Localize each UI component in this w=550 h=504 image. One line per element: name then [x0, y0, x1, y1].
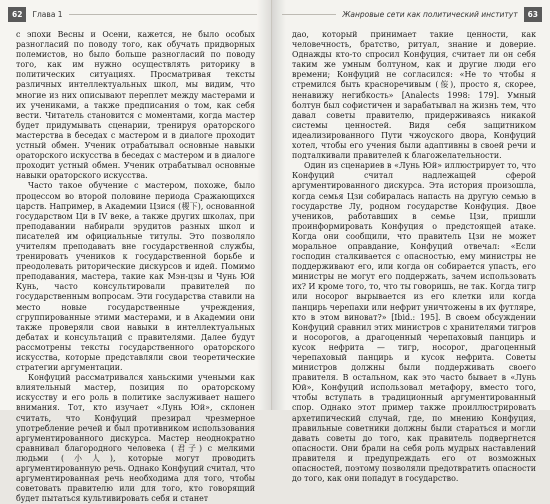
right-page — [272, 0, 550, 484]
paragraph: с эпохи Весны и Осени, кажется, не было особых разногласий по поводу того, как обучать придворных полемистов, но было больше разногласий по поводу того, как им нужно осуществлять риторику в политических ситуациях. Просматривая тексты различных интеллектуальных школ, мы видим, что многие из них описывают переплет между мастерами и их учениками, а также предписания о том, как себя вести. Читатель становится с моментами, когда мастер будет придумывать сценарии, тренируя ораторского мастерства в беседах с мастером и в диалоге проходит устный обмен. Ученик отрабатывал основные навыки ораторского искусства в беседах с мастером и в диалоге проходит устный обмен. Ученик отрабатывал основные навыки ораторского искусства. — [16, 30, 255, 181]
paragraph: Один из сценариев в «Лунь Юй» иллюстрирует то, что Конфуций считал надлежащей сферой аргументированного дискурса. Эта история произошла, когда семья Цзи собиралась напасть на другую семью в государстве Лу, родном государстве Конфуция. Двое учеников, работавших в семье Цзи, пришли проинформировать Конфуция о предстоящей атаке. Когда они сообщили, что правитель Цзи не может моральное оправдание, Конфуций отвечал: «Если господин сталкивается с опасностью, ему министры не поддерживают его, или когда он собирается упасть, его министры не могут его поддержать, зачем использовать их? И кроме того, то, что ты говоришь, не так. Когда тигр или носорог вырывается из его клетки или когда панцирь черепахи или нефрит уничтожены в их футляре, кто в этом виноват?» [Ibid.: 195]. В своем обсуждении Конфуций сравнил этих министров с хранителями тигров и носорогов, а драгоценный черепаховый панцирь и кусок нефрита — тигр, носорог, драгоценный черепаховый панцирь и кусок нефрита. Советы министров должны были поддерживать своего правителя. В остальном, как это часто бывает в «Лунь Юй», Конфуций использовал метафору, вместо того, чтобы вступать в традиционный аргументированный спор. Однако этот пример также проиллюстрировать архетипический случай, где, по мнению Конфуция, правильные советники должны были стараться и могли давать советы до того, как правитель подвергнется опасности. Они брали на себя роль мудрых наставлений правителя и предупреждать его от возможных опасностей, поэтому позволяли предотвратить опасности до того, как они попадут в государство. — [292, 161, 536, 484]
paragraph: Часто такое обучение с мастером, похоже, было процессом во второй половине периода Сражающихся царств. Например, в Академии Цзися (稷下), основанной государством Ци в IV веке, а также других школах, при преподавании набирали эрудитов разных школ и писателей им официальные титулы. Это позволяло учителям преподавать вне государственной службы, тренировать учеников к государственной борьбе и преодолевать риторические дискурсов и идей. Помимо преподавания, мастера, такие как Мэн-цзы и Чунь Юй Кунь, часто консультировали правителей по государственным вопросам. Эти государства ставили на место новые государственные учреждения, сгруппированные этими мастерами, и в Академии они также проверяли свои навыки в интеллектуальных дебатах и консультаций с правителями. Далее будут рассмотрены тексты государственного ораторского искусства, которые представляли свои теоретические стратегии аргументации. — [16, 181, 255, 373]
left-page-text — [16, 30, 255, 504]
page-number: 62 — [8, 7, 26, 22]
header-rule — [69, 14, 257, 15]
running-head: Жанровые сети как политический институт — [342, 9, 518, 19]
header-rule — [282, 14, 336, 15]
right-page-header — [282, 6, 542, 22]
paragraph: Конфуций рассматривался ханьскими учеными как влиятельный мастер, позиция по ораторскому искусству и его роль в политике заслуживает нашего внимания. Тот, кто изучает «Лунь Юй», склонен считать, что Конфуций презирал чрезмерное употребление речей и был противником использования аргументированного дискурса. Мастер неоднократно сравнивал благородного человека (君子) с мелкими людьми (小人), которые могут проводить аргументированную речь. Однако Конфуций считал, что аргументированная речь необходима для того, чтобы советовать правителю или для того, кто говорящий будет пытаться культивировать себя и станет — [16, 373, 255, 504]
page-number: 63 — [524, 7, 542, 22]
left-page — [0, 0, 272, 504]
right-page-text — [292, 30, 536, 484]
paragraph: дао, который принимает такие ценности, как человечность, братство, ритуал, знание и доверие. Однажды кто-то спросил Конфуция, считает ли он себя таким же умным болтуном, как и другие люди его времени; Конфуций не согласился: «Не то чтобы я стремился быть красноречивым (侫), просто я, скорее, ненавижу негибкость» [Analects 1998: 179]. Умный болтун был софистичен и зарабатывал на жизнь тем, что давал советы правителю, придерживаясь никакой системы ценностей. Видя себя защитником идеализированного Пути чжоуского двора, Конфуций хотел, чтобы его учения были адаптивны в своей речи и подталкивали правителей к благожелательности. — [292, 30, 536, 161]
gutter-shadow — [257, 0, 271, 410]
left-page-header — [8, 6, 257, 22]
gutter-shadow — [272, 0, 286, 410]
running-head: Глава 1 — [32, 9, 63, 19]
